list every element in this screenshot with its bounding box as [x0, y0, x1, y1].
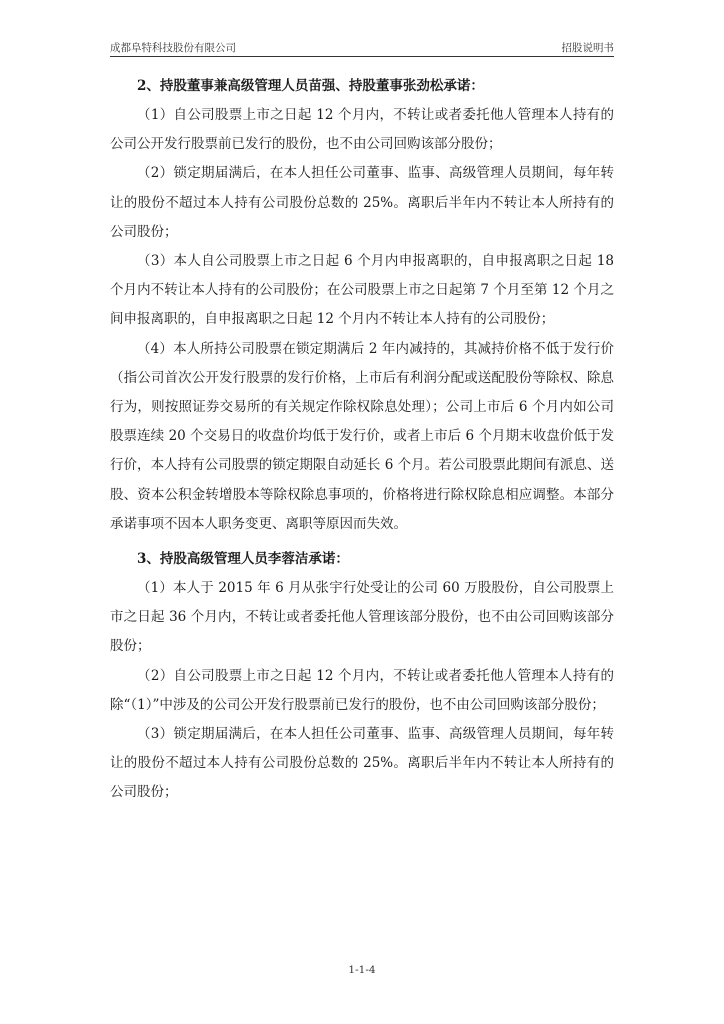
paragraph: （3）本人自公司股票上市之日起 6 个月内申报离职的，自申报离职之日起 18 个月内不转让本人持有的公司股份；在公司股票上市之日起第 7 个月至第 12 个月之间申报离职的，自申报离职之日起 12 个月内不转让本人持有的公司股份； [110, 253, 614, 328]
paragraph: （4）本人所持公司股票在锁定期满后 2 年内减持的，其减持价格不低于发行价（指公司首次公开发行股票的发行价格，上市后有利润分配或送配股份等除权、除息行为，则按照证券交易所的有关规定作除权除息处理）；公司上市后 6 个月内如公司股票连续 20 个交易日的收盘价均低于发行价，或者上市后 6 个月期末收盘价低于发行价，本人持有公司股票的锁定期限自动延长 6 个月。若公司股票此期间有派息、送股、资本公积金转增股本等除权除息事项的，价格将进行除权除息相应调整。本部分承诺事项不因本人职务变更、离职等原因而失效。 [110, 340, 614, 532]
section-senior-manager [110, 545, 614, 808]
paragraph: （2）自公司股票上市之日起 12 个月内，不转让或者委托他人管理本人持有的除“（1）”中涉及的公司公开发行股票前已发行的股份，也不由公司回购该部分股份； [110, 667, 614, 713]
section-heading: 3、持股高级管理人员李蓉洁承诺： [137, 551, 349, 568]
page-header [110, 38, 614, 57]
section-heading: 2、持股董事兼高级管理人员苗强、持股董事张劲松承诺： [137, 78, 484, 94]
paragraph: （1）本人于 2015 年 6 月从张宇行处受让的公司 60 万股股份，自公司股票上市之日起 36 个月内，不转让或者委托他人管理该部分股份，也不由公司回购该部分股份； [110, 580, 614, 655]
paragraph: （1）自公司股票上市之日起 12 个月内，不转让或者委托他人管理本人持有的公司公开发行股票前已发行的股份，也不由公司回购该部分股份； [110, 107, 614, 153]
header-document-type: 招股说明书 [561, 42, 614, 54]
header-company-name: 成都阜特科技股份有限公司 [110, 42, 236, 54]
paragraph: （2）锁定期届满后，在本人担任公司董事、监事、高级管理人员期间，每年转让的股份不超过本人持有公司股份总数的 25%。离职后半年内不转让本人所持有的公司股份； [110, 165, 614, 240]
paragraph: （3）锁定期届满后，在本人担任公司董事、监事、高级管理人员期间，每年转让的股份不超过本人持有公司股份总数的 25%。离职后半年内不转让本人所持有的公司股份； [110, 726, 614, 801]
section-directors [110, 72, 614, 539]
document-body [110, 66, 614, 808]
page-number: 1-1-4 [348, 964, 376, 976]
